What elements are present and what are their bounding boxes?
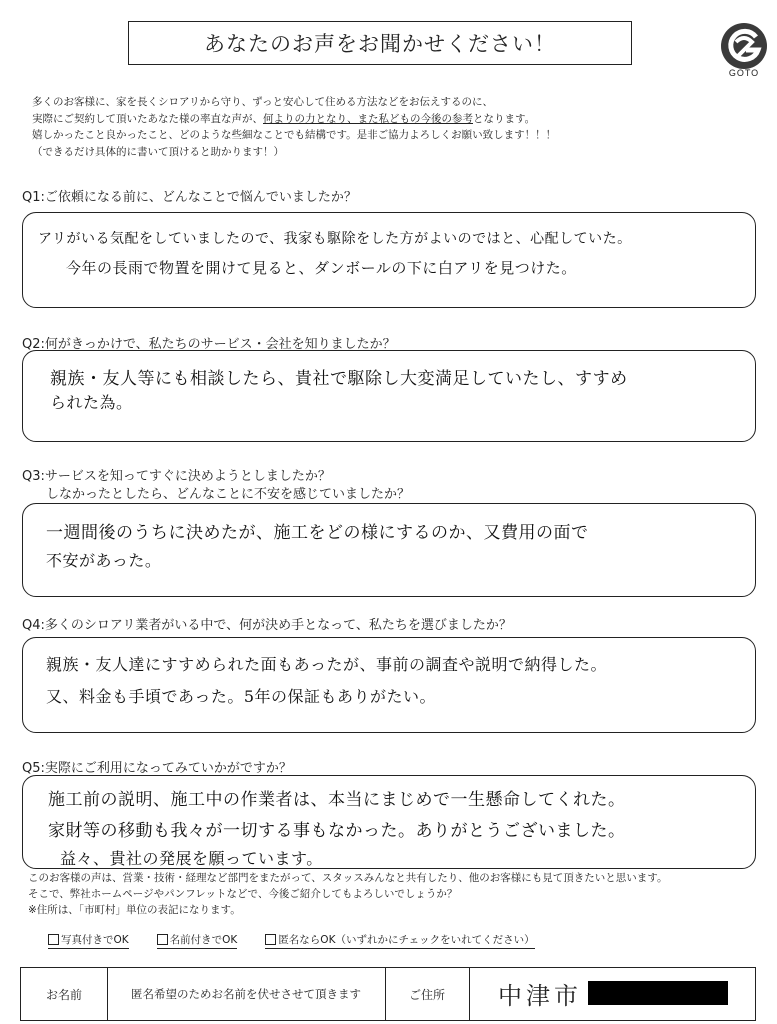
answer-5-line-2: 家財等の移動も我々が一切する事もなかった。ありがとうございました。 <box>48 821 626 841</box>
checkbox-icon[interactable] <box>48 934 59 945</box>
question-5: Q5:実際にご利用になってみていかがですか？ <box>22 761 292 776</box>
address-value: 中津市 <box>498 982 582 1010</box>
answer-4-line-2: 又、料金も手頃であった。5年の保証もありがたい。 <box>46 687 437 706</box>
answer-3-line-1: 一週間後のうちに決めたが、施工をどの様にするのか、又費用の面で <box>46 523 589 543</box>
permission-checks <box>48 932 535 949</box>
logo-text: GOTO <box>728 68 760 78</box>
redaction-block <box>588 981 728 1005</box>
answer-2-line-1: 親族・友人等にも相談したら、貴社で駆除し大変満足していたし、すすめ <box>50 369 628 389</box>
check-anonymous-ok[interactable]: 匿名ならOK（いずれかにチェックをいれてください） <box>265 932 534 949</box>
question-1: Q1:ご依頼になる前に、どんなことで悩んでいましたか？ <box>22 190 357 205</box>
answer-2-line-2: られた為。 <box>50 393 133 412</box>
check-photo-ok[interactable]: 写真付きでOK <box>48 932 129 949</box>
name-value: 匿名希望のためお名前を伏せさせて頂きます <box>107 968 386 1020</box>
question-3-sub: しなかったとしたら、どんなことに不安を感じていましたか？ <box>46 487 411 502</box>
checkbox-icon[interactable] <box>157 934 168 945</box>
answer-4-line-1: 親族・友人達にすすめられた面もあったが、事前の調査や説明で納得した。 <box>46 655 608 674</box>
answer-3-line-2: 不安があった。 <box>46 551 162 570</box>
answer-5-line-1: 施工前の説明、施工中の作業者は、本当にまじめで一生懸命してくれた。 <box>48 790 626 810</box>
question-3: Q3:サービスを知ってすぐに決めようとしましたか？ <box>22 469 331 484</box>
check-name-ok[interactable]: 名前付きでOK <box>157 932 238 949</box>
question-4: Q4:多くのシロアリ業者がいる中で、何が決め手となって、私たちを選びましたか？ <box>22 618 512 633</box>
answer-5-line-3: 益々、貴社の発展を願っています。 <box>60 849 323 868</box>
intro-text: 多くのお客様に、家を長くシロアリから守り、ずっと安心して住める方法などをお伝えするのに、 実際にご契約して頂いたあなた様の率直な声が、何よりの力となり、また私どもの今後の参考となります。 嬉しかったこと良かったこと、どのような些細なことでも結構です。是非ご協力よろしくお願い致します！！！ （できるだけ具体的に書いて頂けると助かります！） <box>32 96 557 158</box>
address-label: ご住所 <box>385 968 470 1020</box>
checkbox-icon[interactable] <box>265 934 276 945</box>
name-label: お名前 <box>21 968 108 1020</box>
footer-text: このお客様の声は、営業・技術・経理など部門をまたがって、スタッスみんなと共有したり、他のお客様にも見て頂きたいと思います。 そこで、弊社ホームページやパンフレットなどで、今後ご紹介してもよろしいでしょうか？ ※住所は、「市町村」単位の表記になります。 <box>28 872 668 916</box>
question-2: Q2:何がきっかけで、私たちのサービス・会社を知りましたか？ <box>22 337 396 352</box>
answer-1-line-2: 今年の長雨で物置を開けて見ると、ダンボールの下に白アリを見つけた。 <box>66 259 577 277</box>
page-title: あなたのお声をお聞かせください！ <box>128 21 632 65</box>
answer-1-line-1: アリがいる気配をしていましたので、我家も駆除をした方がよいのではと、心配していた。 <box>38 231 632 247</box>
